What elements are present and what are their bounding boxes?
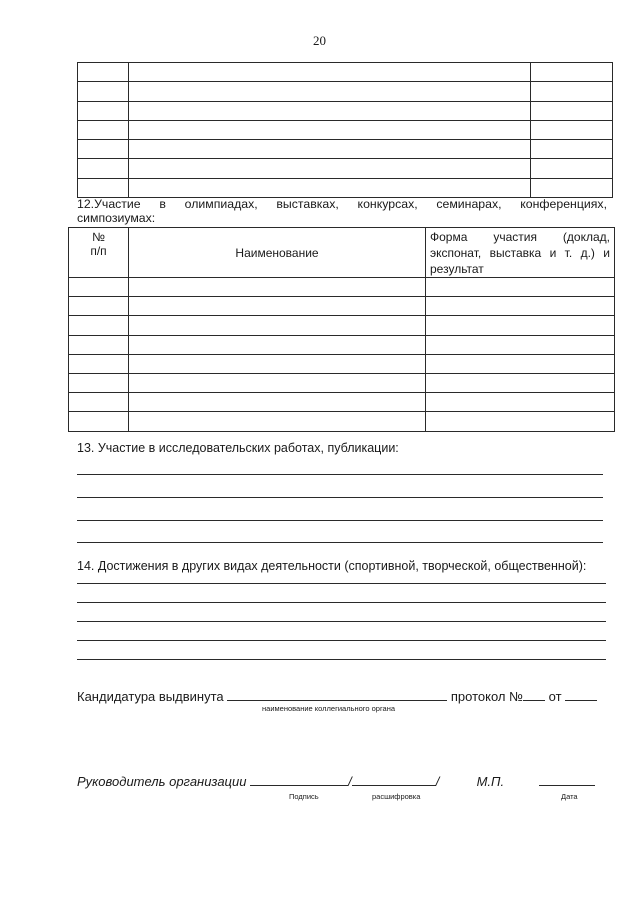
olympiads-table-row [69,354,615,373]
slash-1: / [348,774,352,789]
table-cell[interactable] [129,278,426,297]
table-cell[interactable] [426,412,615,431]
table-cell[interactable] [129,63,531,82]
table-cell[interactable] [69,297,129,316]
olympiads-table [68,227,615,432]
olympiads-table-row [69,316,615,335]
decoding-caption: расшифровка [372,792,421,801]
table-cell[interactable] [69,393,129,412]
signature-line [77,773,595,789]
table-cell[interactable] [78,159,129,178]
table-cell[interactable] [129,159,531,178]
header-name: Наименование [129,228,426,278]
table-cell[interactable] [129,178,531,197]
section-14-title: 14. Достижения в других видах деятельности (спортивной, творческой, общественной): [77,559,587,573]
collegial-body-caption: наименование коллегиального органа [262,704,396,713]
continuation-table-row [78,101,613,120]
protocol-date-field[interactable] [565,688,597,701]
table-cell[interactable] [531,178,613,197]
table-cell[interactable] [531,82,613,101]
table-cell[interactable] [69,373,129,392]
table-cell[interactable] [531,101,613,120]
continuation-table-row [78,178,613,197]
table-cell[interactable] [129,412,426,431]
table-cell[interactable] [426,373,615,392]
olympiads-table-row [69,297,615,316]
head-of-organization-label: Руководитель организации [77,774,247,789]
olympiads-table-body [69,228,615,432]
table-cell[interactable] [78,82,129,101]
continuation-table-row [78,82,613,101]
table-cell[interactable] [129,316,426,335]
header-form-line-1: Форма участия (доклад, [430,230,610,244]
signature-field[interactable] [250,773,348,786]
continuation-table-row [78,140,613,159]
table-cell[interactable] [426,278,615,297]
continuation-table [77,62,613,198]
header-number [69,228,129,278]
section-13-line-3[interactable] [77,520,603,521]
table-cell[interactable] [129,393,426,412]
olympiads-table-row [69,373,615,392]
continuation-table-row [78,159,613,178]
table-cell[interactable] [69,335,129,354]
protocol-number-field[interactable] [523,688,545,701]
table-cell[interactable] [426,393,615,412]
header-number-line-1: № [92,230,105,244]
section-14-line-4[interactable] [77,640,606,641]
continuation-table-body [78,63,613,198]
candidacy-line [77,688,597,704]
table-cell[interactable] [69,316,129,335]
date-field[interactable] [539,773,595,786]
table-cell[interactable] [531,140,613,159]
section-13-line-1[interactable] [77,474,603,475]
date-caption: Дата [561,792,578,801]
table-cell[interactable] [78,120,129,139]
section-14-line-2[interactable] [77,602,606,603]
table-cell[interactable] [129,297,426,316]
protocol-label: протокол № [450,689,524,704]
from-label: от [548,689,562,704]
table-cell[interactable] [78,63,129,82]
table-cell[interactable] [129,120,531,139]
table-cell[interactable] [69,412,129,431]
table-cell[interactable] [426,297,615,316]
table-cell[interactable] [129,373,426,392]
table-cell[interactable] [129,354,426,373]
olympiads-table-row [69,393,615,412]
olympiads-table-row [69,412,615,431]
table-cell[interactable] [426,316,615,335]
table-cell[interactable] [426,335,615,354]
table-cell[interactable] [69,278,129,297]
olympiads-table-row [69,335,615,354]
table-cell[interactable] [129,335,426,354]
header-form-line-2: экспонат, выставка и т. д.) и [430,246,610,260]
signature-caption: Подпись [289,792,319,801]
header-form [426,228,615,278]
table-cell[interactable] [78,178,129,197]
collegial-body-field[interactable] [227,688,447,701]
continuation-table-row [78,63,613,82]
table-cell[interactable] [129,101,531,120]
header-number-line-2: п/п [90,244,107,258]
table-cell[interactable] [69,354,129,373]
section-14-line-3[interactable] [77,621,606,622]
section-13-line-2[interactable] [77,497,603,498]
page-number: 20 [313,33,326,48]
header-form-line-3: результат [430,262,484,276]
table-cell[interactable] [531,120,613,139]
table-cell[interactable] [531,159,613,178]
table-cell[interactable] [531,63,613,82]
slash-2: / [435,774,440,789]
table-cell[interactable] [129,140,531,159]
olympiads-table-row [69,278,615,297]
section-14-line-5[interactable] [77,659,606,660]
table-cell[interactable] [78,101,129,120]
table-cell[interactable] [78,140,129,159]
section-13-line-4[interactable] [77,542,603,543]
table-cell[interactable] [426,354,615,373]
stamp-label: М.П. [476,774,505,789]
olympiads-table-header [69,228,615,278]
section-12-title-line-1: 12.Участие в олимпиадах, выставках, конкурсах, семинарах, конференциях, [77,197,607,211]
section-12-title-line-2: симпозиумах: [77,211,156,225]
decoding-field[interactable] [352,773,436,786]
section-14-line-1[interactable] [77,583,606,584]
continuation-table-row [78,120,613,139]
section-13-title: 13. Участие в исследовательских работах, публикации: [77,441,399,455]
candidacy-label: Кандидатура выдвинута [77,689,224,704]
table-cell[interactable] [129,82,531,101]
